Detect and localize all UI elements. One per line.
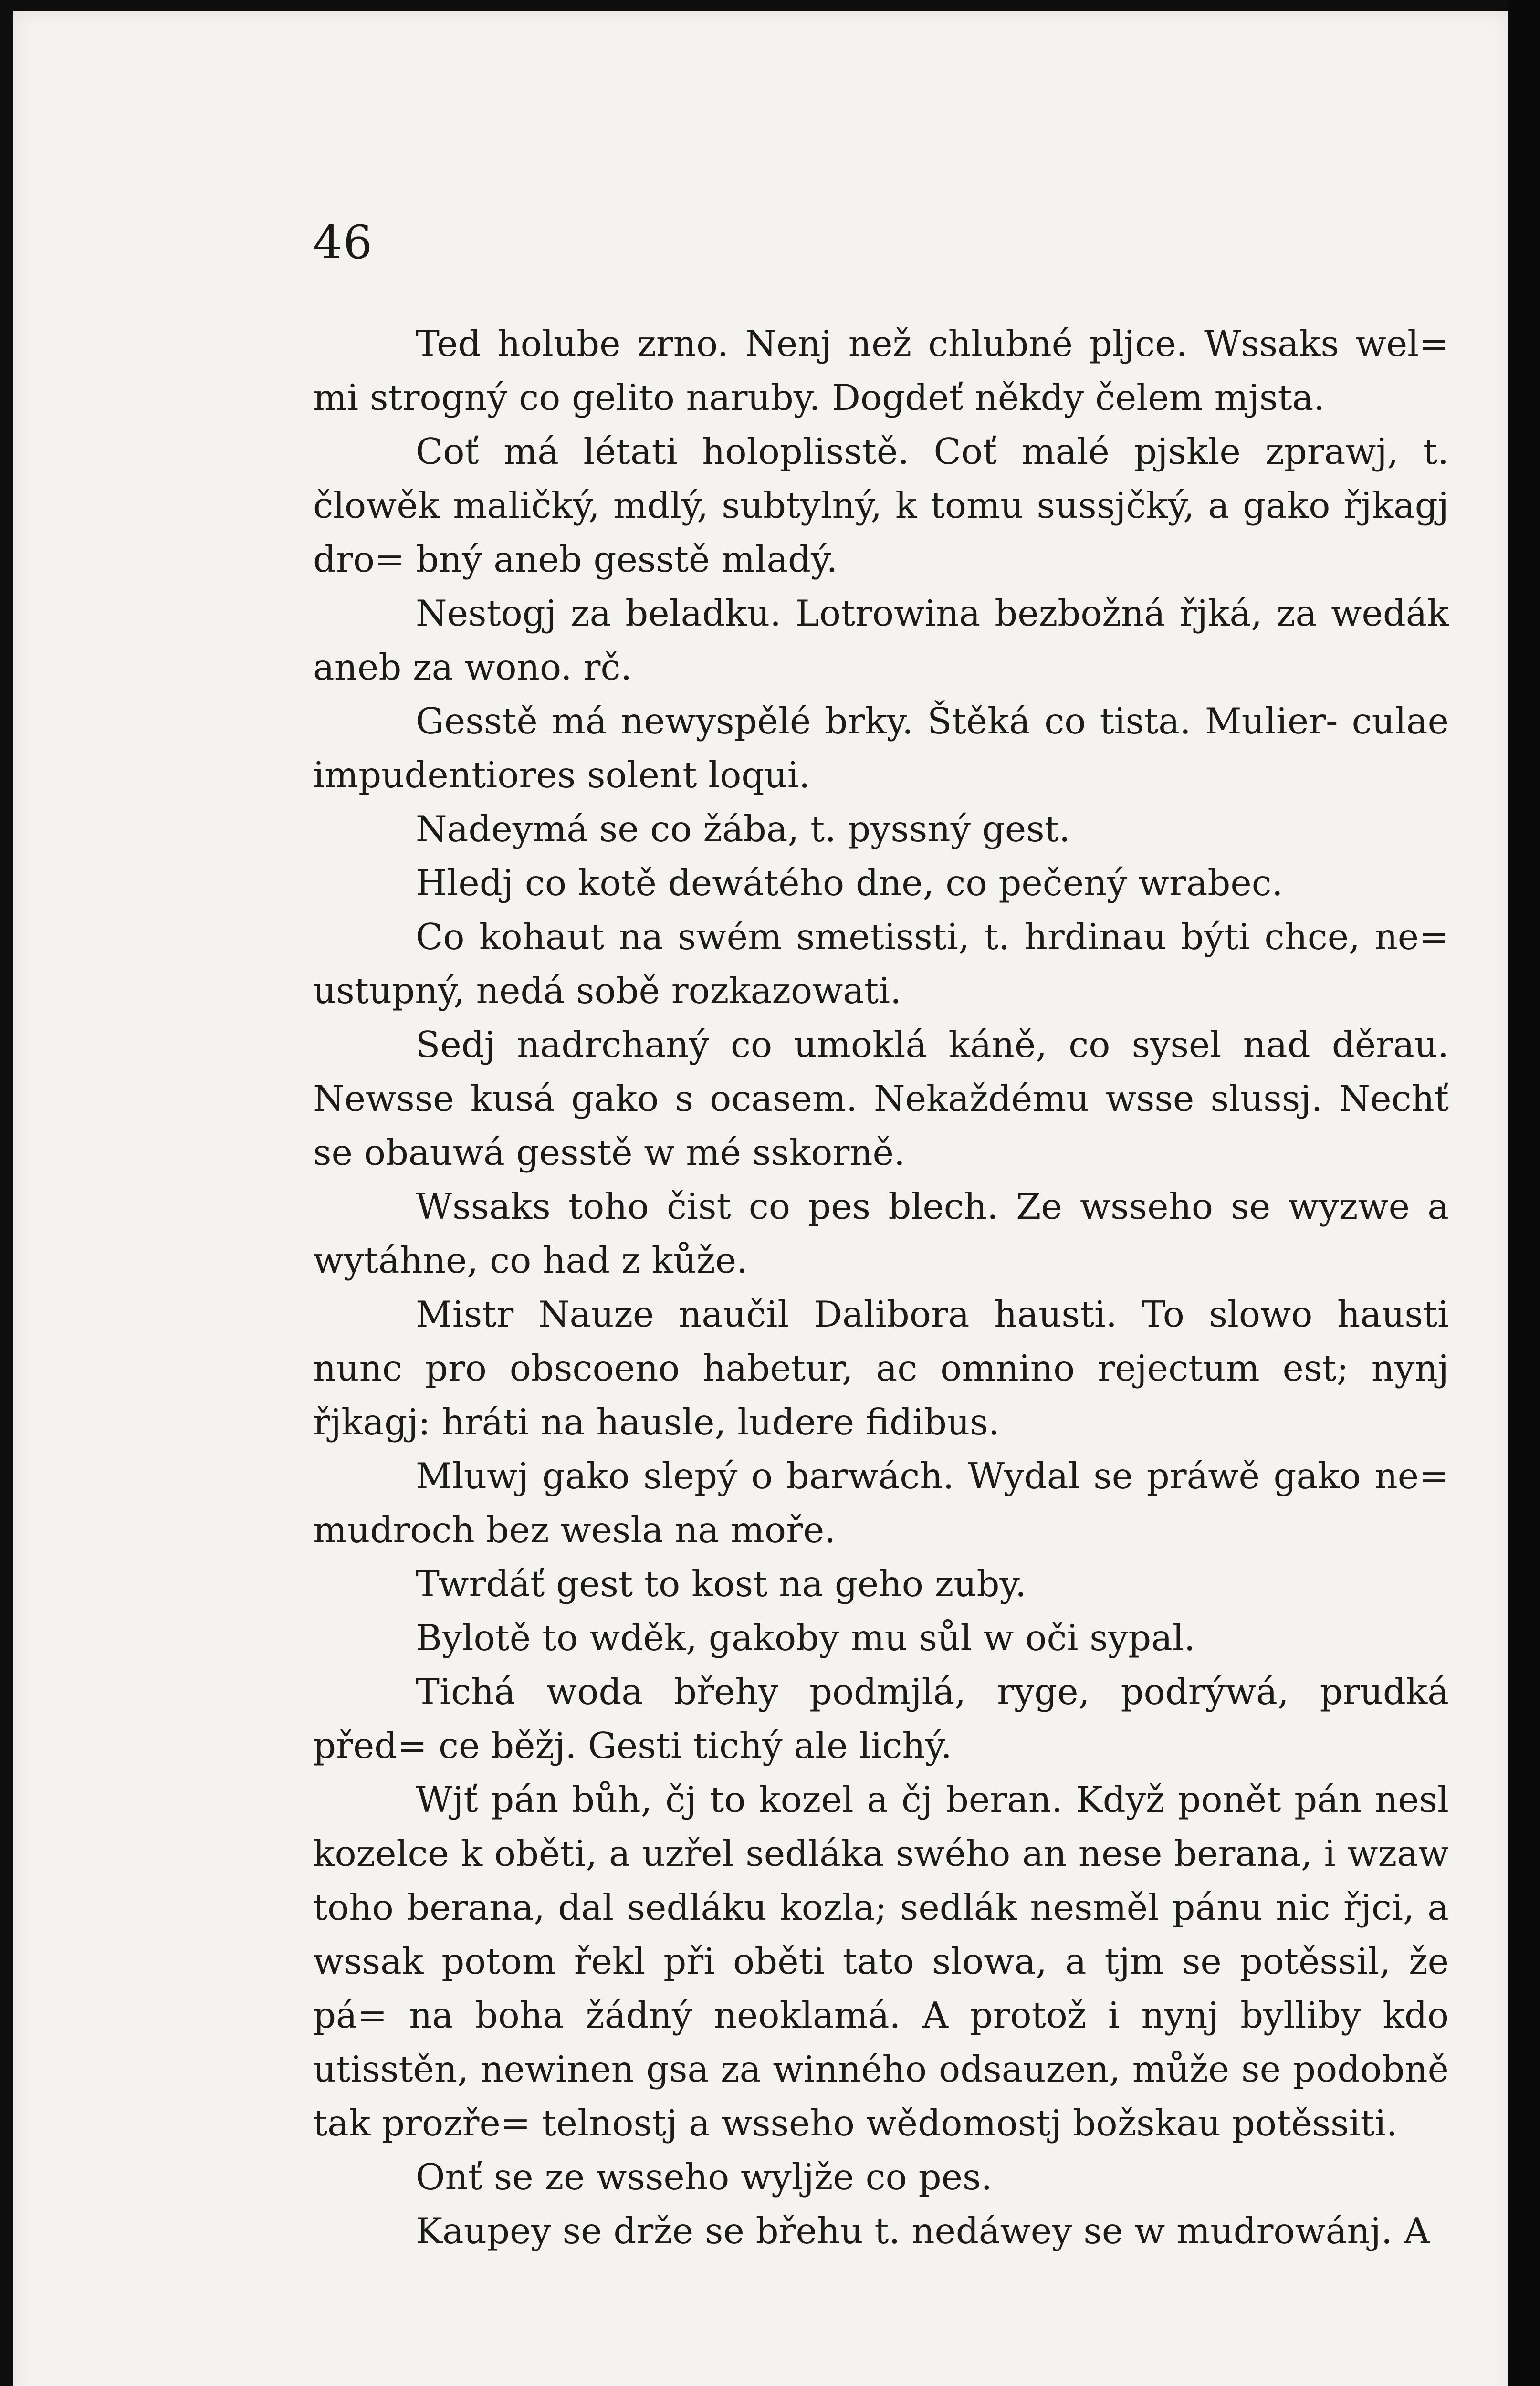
paragraph: Nadeymá se co žába, t. pyssný gest. [416,808,1070,850]
paragraph: Coť má létati holoplisstě. Coť malé pjskle zprawj, t. člowěk maličký, mdlý, subtylný, k tomu sussjčký, a gako řjkagj dro= bný aneb gesstě mladý. [313,430,1449,580]
book-page [13,11,1511,2386]
page-number: 46 [313,216,374,269]
paragraph: Wssaks toho čist co pes blech. Ze wsseho se wyzwe a wytáhne, co had z kůže. [313,1185,1449,1281]
paragraph: Sedj nadrchaný co umoklá káně, co sysel nad děrau. Newsse kusá gako s ocasem. Nekaždému wsse slussj. Nechť se obauwá gesstě w mé sskorně. [313,1024,1449,1173]
paragraph: Mistr Nauze naučil Dalibora hausti. To slowo hausti nunc pro obscoeno habetur, ac omnino rejectum est; nynj řjkagj: hráti na hausle, ludere fidibus. [313,1293,1449,1443]
paragraph: Kaupey se drže se břehu t. nedáwey se w mudrowánj. A [416,2210,1430,2252]
paragraph: Nestogj za beladku. Lotrowina bezbožná řjká, za wedák aneb za wono. rč. [313,592,1449,688]
paragraph: Wjť pán bůh, čj to kozel a čj beran. Když ponět pán nesl kozelce k oběti, a uzřel sedláka swého an nese berana, i wzaw toho berana, dal sedláku kozla; sedlák nesměl pánu nic řjci, a wssak potom řekl při oběti tato slowa, a tjm se potěssil, že pá= na boha žádný neoklamá. A protož i nynj bylliby kdo utisstěn, newinen gsa za winného odsauzen, může se podobně tak prozře= telnostj a wsseho wědomostj božskau potěssiti. [313,1779,1449,2144]
paragraph: Onť se ze wsseho wyljže co pes. [416,2156,993,2198]
paragraph: Twrdáť gest to kost na geho zuby. [416,1563,1027,1605]
paragraph: Mluwj gako slepý o barwách. Wydal se práwě gako ne= mudroch bez wesla na moře. [313,1455,1449,1551]
paragraph: Gesstě má newyspělé brky. Štěká co tista. Mulier- culae impudentiores solent loqui. [313,700,1449,796]
scan-dark-edge [1508,0,1540,2386]
paragraph: Ted holube zrno. Nenj než chlubné pljce. Wssaks wel= mi strogný co gelito naruby. Dogdeť někdy čelem mjsta. [313,323,1449,419]
paragraph: Hledj co kotě dewátého dne, co pečený wrabec. [416,862,1283,904]
paragraph: Bylotě to wděk, gakoby mu sůl w oči sypal. [416,1617,1195,1659]
page-text [313,317,1449,2258]
paragraph: Co kohaut na swém smetissti, t. hrdinau býti chce, ne= ustupný, nedá sobě rozkazowati. [313,916,1449,1012]
paragraph: Tichá woda břehy podmjlá, ryge, podrýwá, prudká před= ce běžj. Gesti tichý ale lichý. [313,1671,1449,1767]
